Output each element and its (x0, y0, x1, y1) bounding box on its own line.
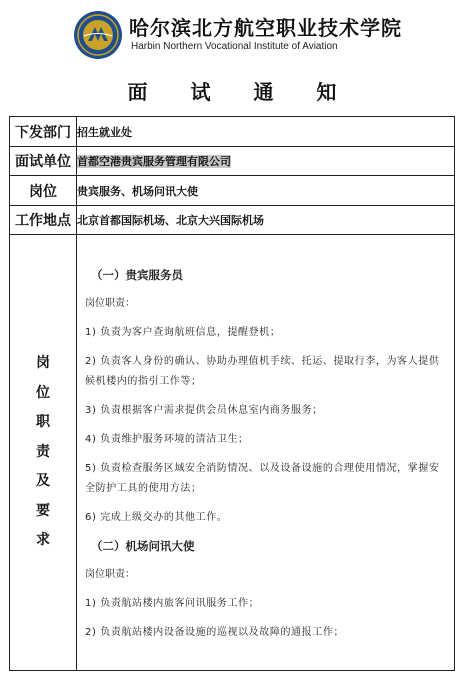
req-label-char: 求 (36, 532, 50, 549)
req-label-char: 岗 (36, 355, 50, 372)
duty-item: 3) 负责根据客户需求提供会员休息室内商务服务； (85, 405, 323, 416)
row-department (10, 117, 455, 147)
row-position (10, 176, 455, 206)
req-label-char: 要 (36, 502, 50, 519)
page-header (0, 0, 464, 68)
requirements-label (10, 235, 77, 671)
row-company (10, 147, 455, 176)
row-requirements (10, 235, 455, 671)
department-label: 下发部门 (10, 117, 77, 147)
location-label: 工作地点 (10, 206, 77, 235)
duties-label: 岗位职责： (85, 569, 135, 580)
position-value: 贵宾服务、机场问讯大使 (77, 176, 455, 206)
position-label: 岗位 (10, 176, 77, 206)
req-label-char: 位 (36, 384, 50, 401)
duty-item: 4) 负责维护服务环境的清洁卫生； (85, 434, 249, 445)
duty-item: 1) 负责为客户查询航班信息，提醒登机； (85, 327, 281, 338)
school-name-en: Harbin Northern Vocational Institute of Aviation (131, 41, 338, 52)
req-label-char: 责 (36, 443, 50, 460)
department-value: 招生就业处 (77, 117, 455, 147)
duty-item: 2) 负责客人身份的确认、协助办理值机手续、托运、提取行李，为客人提供候机楼内的指引工作等； (85, 356, 440, 387)
duty-item: 5) 负责检查服务区域安全消防情况、以及设备设施的合理使用情况，掌握安全防护工具的使用方法； (85, 463, 440, 494)
section-heading-vip: （一）贵宾服务员 (91, 268, 183, 282)
duty-item: 2) 负责航站楼内设备设施的巡视以及故障的通报工作； (85, 627, 345, 638)
row-location (10, 206, 455, 235)
duty-item: 6) 完成上级交办的其他工作。 (85, 512, 228, 523)
location-value: 北京首都国际机场、北京大兴国际机场 (77, 206, 455, 235)
company-cell (77, 147, 455, 176)
requirements-label-chars (10, 349, 76, 556)
section-heading-info-ambassador: （二）机场问讯大使 (91, 539, 195, 553)
req-label-char: 职 (36, 414, 50, 431)
school-seal-logo-icon (73, 10, 123, 60)
requirements-body (77, 250, 454, 640)
interview-info-table (9, 116, 455, 671)
duty-item: 1) 负责航站楼内旅客问讯服务工作； (85, 598, 260, 609)
school-name-cn: 哈尔滨北方航空职业技术学院 (129, 16, 402, 40)
requirements-content (77, 235, 455, 671)
company-value: 首都空港贵宾服务管理有限公司 (77, 155, 231, 168)
req-label-char: 及 (36, 473, 50, 490)
company-label: 面试单位 (10, 147, 77, 176)
notice-title: 面 试 通 知 (127, 80, 355, 104)
duties-label: 岗位职责： (85, 298, 135, 309)
